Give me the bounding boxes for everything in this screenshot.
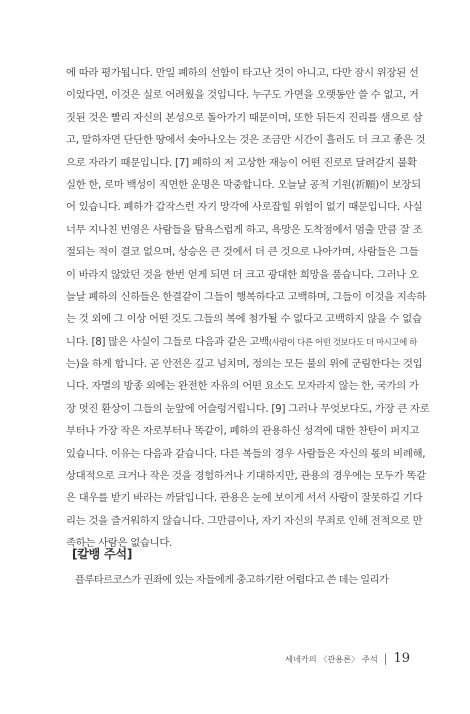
body-text [66, 62, 430, 555]
text-line: 늘날 폐하의 신하들은 한결같이 그들이 행복하다고 고백하며, 그들이 이것을 지속하 [66, 290, 426, 303]
text-line: 에 따라 평가됩니다. 만일 폐하의 선함이 타고난 것이 아니고, 다만 잠시 위장된 선 [66, 67, 419, 79]
text-line: 어 있습니다. 폐하가 갑작스런 자기 망각에 사로잡힐 위험이 없기 때문입니다. 사실 [66, 201, 423, 214]
text-line: 은 대우를 받기 바라는 까닭입니다. 관용은 눈에 보이게 서서 사람이 잘못하길 기다 [66, 492, 423, 505]
page-number: 19 [393, 651, 410, 666]
text-line: 부터나 가장 작은 자로부터나 똑같이, 폐하의 관용하신 성격에 대한 찬탄이 퍼지고 [66, 425, 420, 438]
text-line: 장 멋진 환상이 그들의 눈앞에 어슬렁거립니다. [9] 그러나 무엇보다도, 가장 큰 자로 [66, 402, 430, 415]
text-line: 절되는 적이 결코 없으며, 상승은 큰 것에서 더 큰 것으로 나아가며, 사람들은 그들 [66, 246, 419, 259]
footer-separator: | [383, 652, 388, 665]
commentary-text: 플루타르코스가 권좌에 있는 자들에게 충고하기란 어렵다고 쓴 데는 일리가 [75, 575, 389, 586]
text-line: 이었다면, 이것은 실로 어려웠을 것입니다. 누구도 가면을 오랫동안 쓸 수 없고, 거 [66, 89, 419, 102]
text-line: 족하는 사람은 없습니다. [66, 537, 173, 550]
text-line: 실한 한, 로마 백성이 직면한 운명은 막중합니다. 오늘날 공적 기원(祈願)이 보장되 [66, 178, 421, 191]
text-line: 니다. 자멸의 방종 외에는 완전한 자유의 어떤 요소도 모자라지 않는 한, 국가의 가 [66, 380, 419, 393]
running-title: 세네카의 〈관용론〉 주석 [284, 654, 378, 664]
text-line: 이 바라지 않았던 것을 한번 얻게 되면 더 크고 광대한 희망을 품습니다. 그러나 오 [66, 268, 419, 281]
text-line [66, 331, 417, 353]
text-line: 상대적으로 크거나 작은 것을 경험하거나 기대하지만, 관용의 경우에는 모두가 똑같 [66, 470, 426, 483]
text-line: 는)을 하게 합니다. 곧 안전은 깊고 넘치며, 정의는 모든 불의 위에 군림한다는 것입 [66, 358, 423, 371]
text-line: 는 것 외에 그 이상 어떤 것도 그들의 복에 첨가될 수 없다고 고백하지 않을 수 없습 [66, 313, 422, 326]
text-line: 고, 말하자면 단단한 땅에서 솟아나오는 것은 조금만 시간이 흘러도 더 크고 좋은 것 [66, 134, 426, 147]
text-line: 으로 자라기 때문입니다. [7] 폐하의 저 고상한 재능이 어떤 진로로 달려갈지 불확 [66, 156, 417, 169]
text-line: 너무 지나친 번영은 사람들을 탐욕스럽게 하고, 욕망은 도착점에서 멈출 만큼 잘 조 [66, 223, 423, 236]
text-line: 리는 것을 즐거워하지 않습니다. 그만큼이나, 자기 자신의 무죄로 인해 전적으로 만 [66, 514, 423, 527]
text-line: 있습니다. 이유는 다음과 같습니다. 다른 복들의 경우 사람들은 자신의 몫의 비례해, [66, 447, 426, 460]
text-line-main: 니다. [8] 많은 사실이 그들로 다음과 같은 고백 [66, 335, 269, 348]
text-line: 짓된 것은 빨리 자신의 본성으로 돌아가기 때문이며, 또한 뒤든지 진리를 샘으로 삼 [66, 111, 423, 124]
page-footer [285, 651, 410, 666]
inline-small-note: (사람이 다른 어떤 것보다도 더 마시고에 하 [268, 336, 417, 347]
section-heading: [칼뱅 주석] [72, 547, 133, 561]
